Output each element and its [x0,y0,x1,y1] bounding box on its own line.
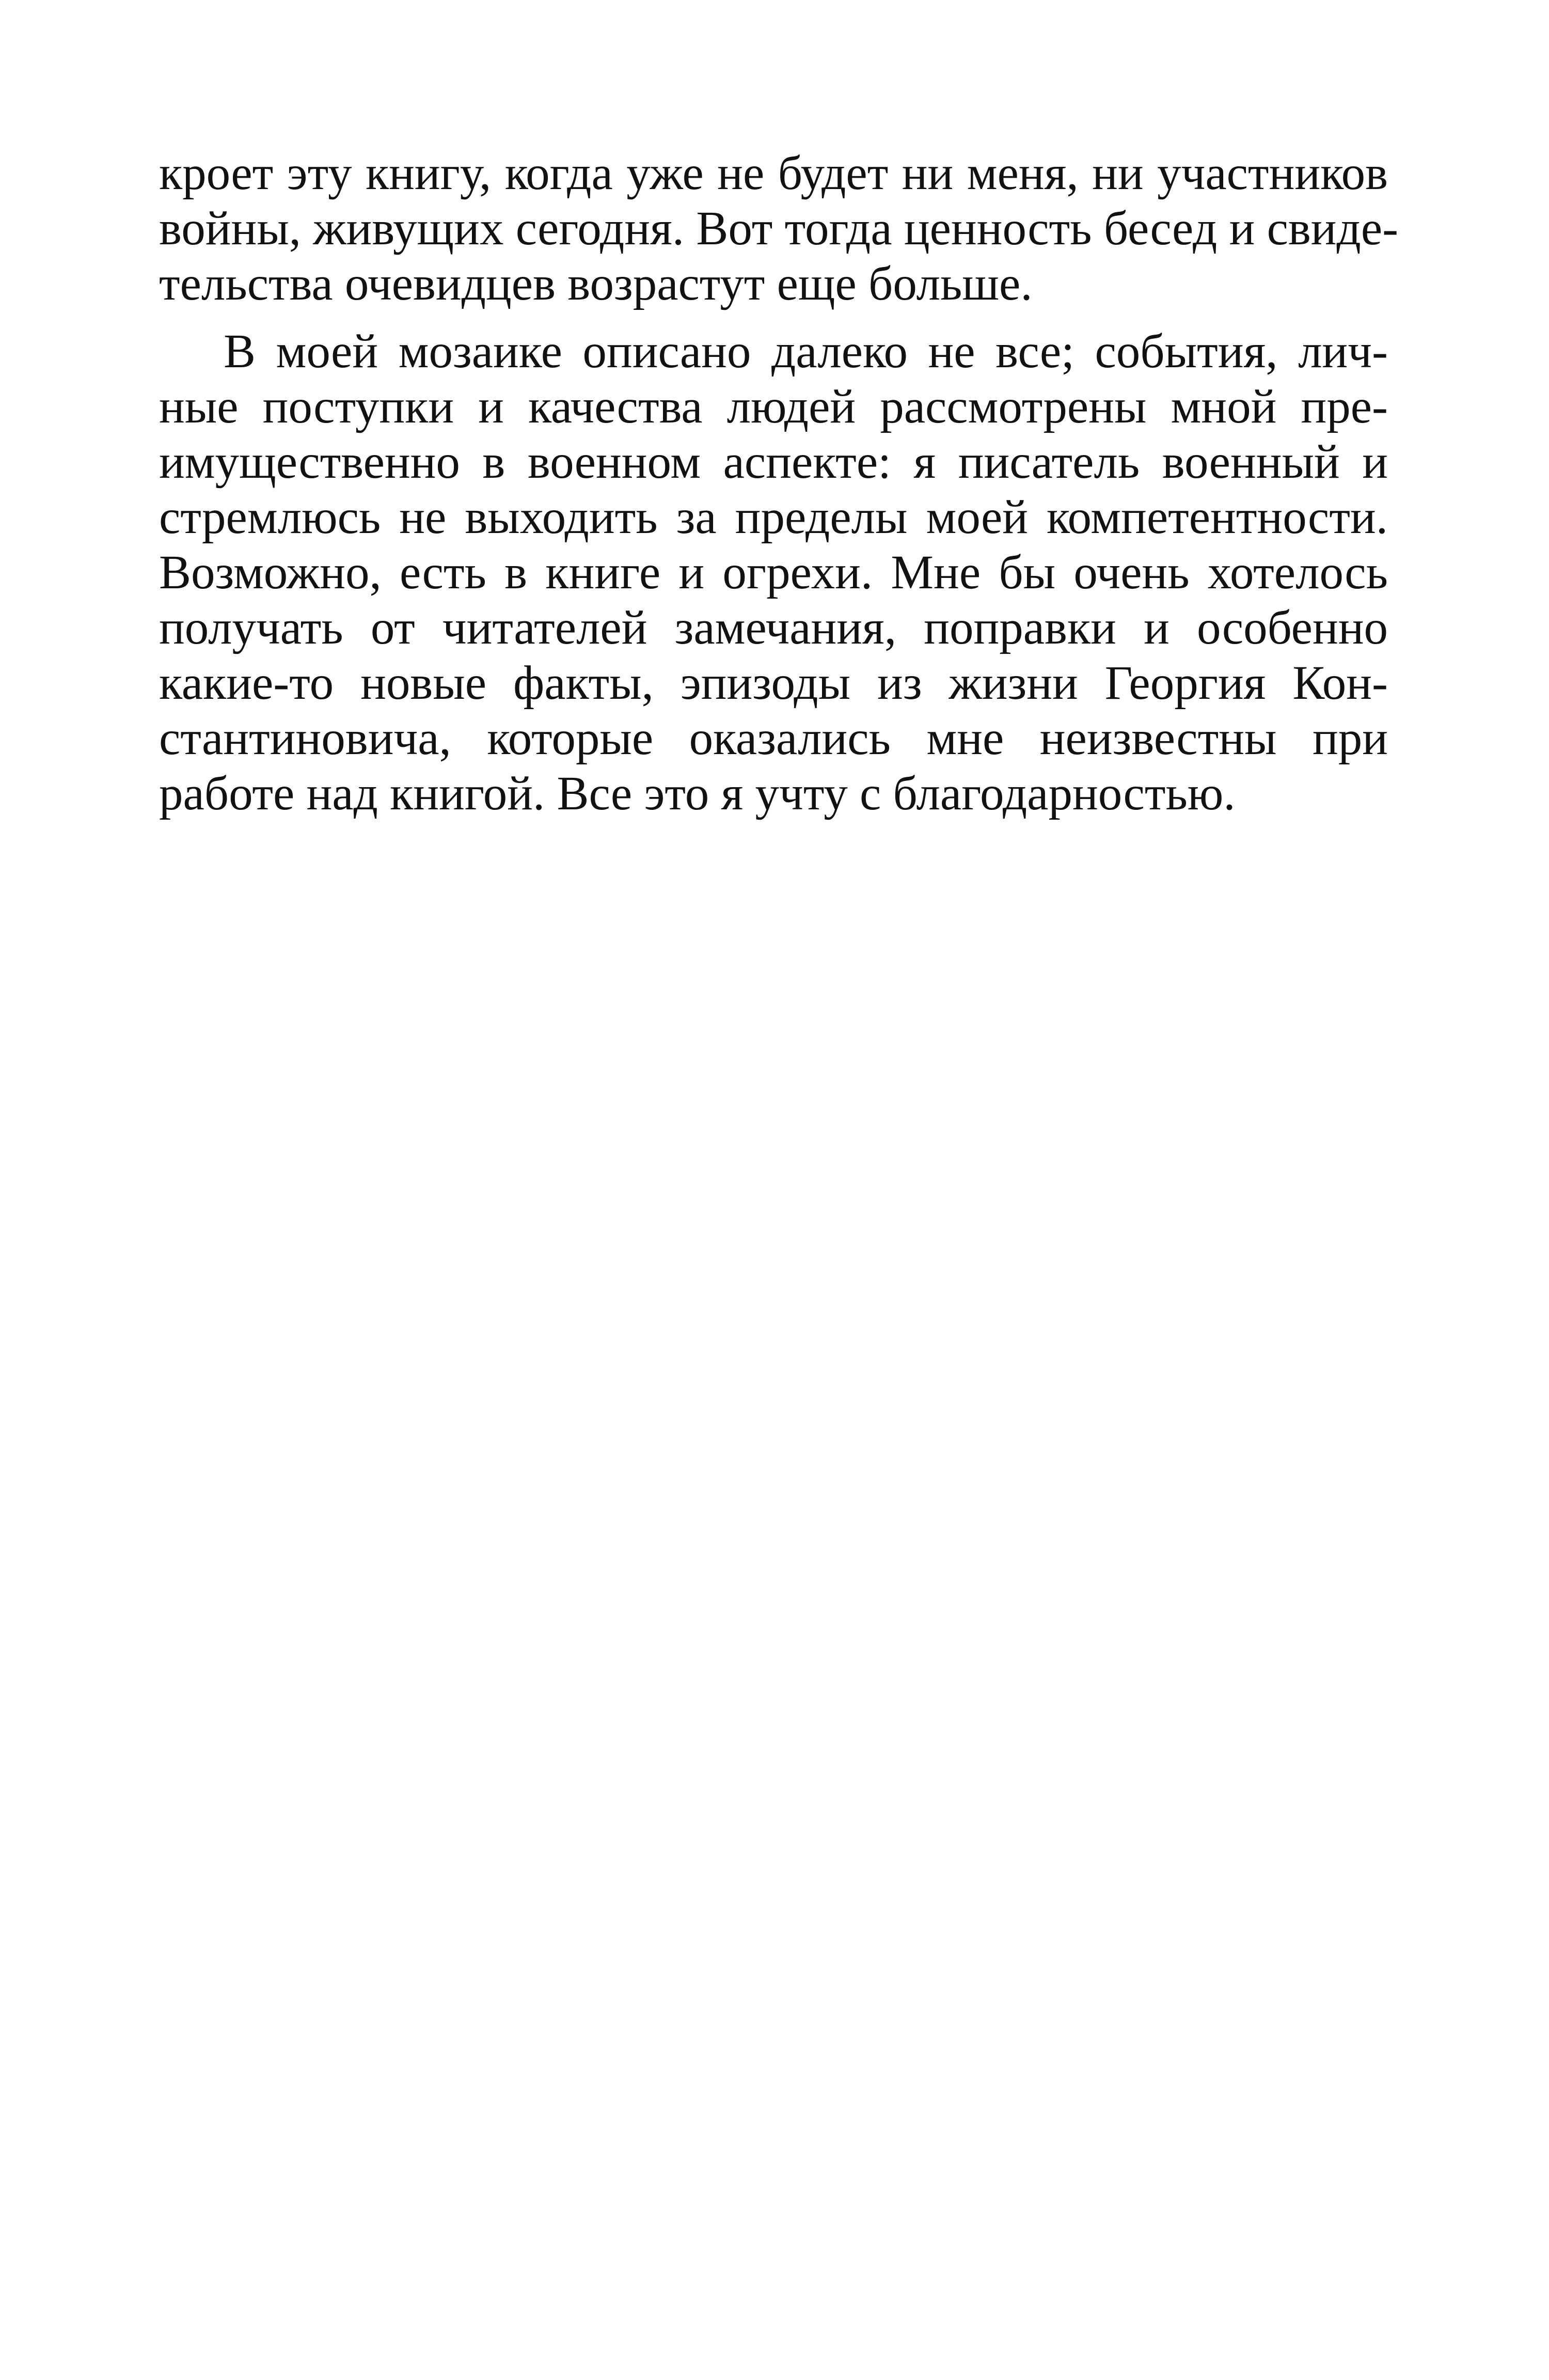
text-line: ные поступки и качества людей рассмотрены мной пре- [159,380,1388,433]
text-line: тельства очевидцев возрастут еще больше. [159,257,1033,310]
text-line: имущественно в военном аспекте: я писатель военный и [159,435,1388,489]
text-line: получать от читателей замечания, поправки и особенно [159,601,1388,654]
text-line: войны, живущих сегодня. Вот тогда ценность бесед и свиде- [159,202,1399,255]
text-line: работе над книгой. Все это я учту с благодарностью. [159,767,1236,820]
text-line: кроет эту книгу, когда уже не будет ни меня, ни участников [159,147,1388,200]
paragraph-2 [159,324,1388,821]
text-line: стремлюсь не выходить за пределы моей компетентности. [159,491,1388,544]
text-line: какие-то новые факты, эпизоды из жизни Георгия Кон- [159,656,1388,710]
text-line: стантиновича, которые оказались мне неизвестны при [159,712,1388,765]
paragraph-spacer [159,311,1388,324]
body-text [159,146,1399,821]
paragraph-1 [159,146,1399,311]
text-line: Возможно, есть в книге и огрехи. Мне бы очень хотелось [159,546,1388,599]
text-line: В моей мозаике описано далеко не все; события, лич- [224,325,1388,378]
